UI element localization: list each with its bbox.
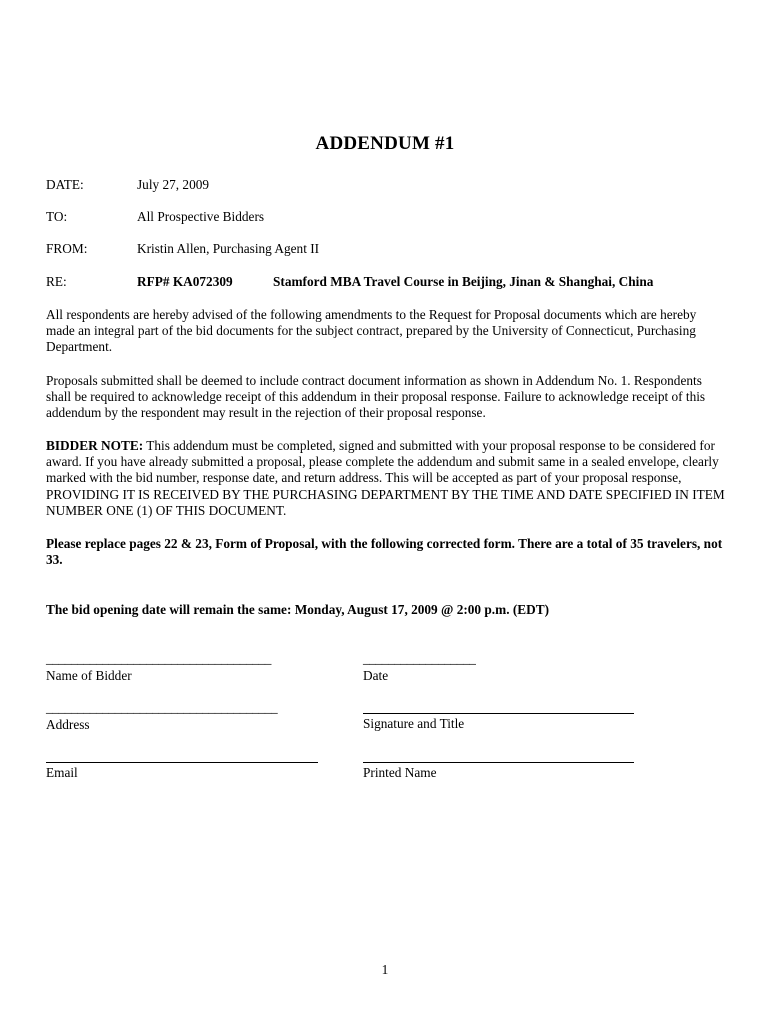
email-field[interactable] <box>46 754 318 781</box>
paragraph-amendments <box>46 307 726 356</box>
signature-line <box>363 705 634 714</box>
address-line: _____________________________________ <box>46 700 278 715</box>
paragraph-bid-opening <box>46 602 726 618</box>
printed-name-caption: Printed Name <box>363 765 437 780</box>
date-value: July 27, 2009 <box>137 177 210 192</box>
paragraph-replace-pages <box>46 536 726 568</box>
email-line <box>46 754 318 763</box>
signature-and-title-caption: Signature and Title <box>363 716 465 731</box>
paragraph-bidder-note <box>46 438 726 519</box>
document-title: ADDENDUM #1 <box>315 133 455 154</box>
name-of-bidder-field[interactable] <box>46 652 271 684</box>
from-label: FROM: <box>46 241 88 256</box>
bid-opening-text: The bid opening date will remain the same: Monday, August 17, 2009 @ 2:00 p.m. (EDT) <box>46 602 550 617</box>
to-label: TO: <box>46 209 68 224</box>
replace-pages-text: Please replace pages 22 & 23, Form of Proposal, with the following corrected form. There are a total of 35 travelers, not 33. <box>46 536 723 568</box>
from-value: Kristin Allen, Purchasing Agent II <box>137 241 320 256</box>
printed-name-field[interactable] <box>363 754 634 781</box>
paragraph-acknowledge <box>46 373 726 422</box>
bidder-note-text: This addendum must be completed, signed and submitted with your proposal response to be considered for award. If you have already submitted a proposal, please complete the addendum and submit same in a sealed envelope, clearly marked with the bid number, response date, and return address. This will be accepted as part of your proposal response, PROVIDING IT IS RECEIVED BY THE PURCHASING DEPARTMENT BY THE TIME AND DATE SPECIFIED IN ITEM NUMBER ONE (1) OF THIS DOCUMENT. <box>46 438 725 518</box>
paragraph-amendments-text: All respondents are hereby advised of the following amendments to the Request for Proposal documents which are hereby made an integral part of the bid documents for the subject contract, prepared by the University of Connecticut, Purchasing Department. <box>46 307 697 355</box>
address-caption: Address <box>46 717 90 732</box>
bidder-note-label: BIDDER NOTE: <box>46 438 144 453</box>
page-number: 1 <box>381 962 389 977</box>
address-field[interactable] <box>46 701 277 733</box>
email-caption: Email <box>46 765 78 780</box>
paragraph-acknowledge-text: Proposals submitted shall be deemed to include contract document information as shown in Addendum No. 1. Respondents shall be required to acknowledge receipt of this addendum in their proposal response. Failure to acknowledge receipt of this addendum by the respondent may result in the rejection of their proposal response. <box>46 373 706 421</box>
signature-and-title-field[interactable] <box>363 705 634 732</box>
to-value: All Prospective Bidders <box>137 209 265 224</box>
re-rfp-number: RFP# KA072309 <box>137 274 233 289</box>
date-label: DATE: <box>46 177 84 192</box>
date-caption: Date <box>363 668 389 683</box>
date-field[interactable] <box>363 652 475 684</box>
printed-name-line <box>363 754 634 763</box>
name-of-bidder-line: ____________________________________ <box>46 651 271 666</box>
date-line: __________________ <box>363 651 476 666</box>
name-of-bidder-caption: Name of Bidder <box>46 668 132 683</box>
re-subject: Stamford MBA Travel Course in Beijing, Jinan & Shanghai, China <box>273 274 654 289</box>
re-label: RE: <box>46 274 67 289</box>
